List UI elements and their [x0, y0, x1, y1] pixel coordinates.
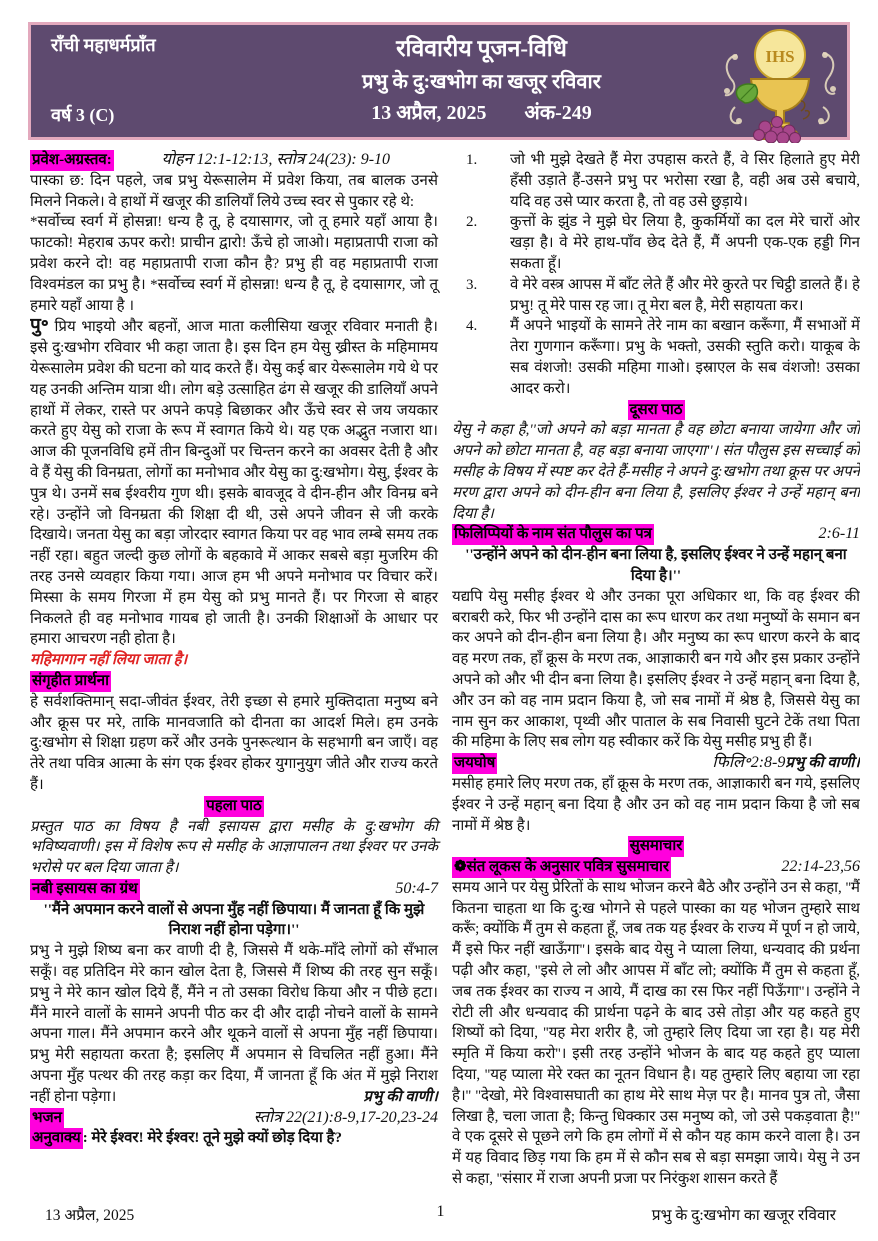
verse-text: जो भी मुझे देखते हैं मेरा उपहास करते हैं, वे सिर हिलाते हुए मेरी हँसी उड़ाते हैं-उसने प्रभु पर भरोसा रखा है, वही अब उसे बचाये, यदि वह उसे प्यार करता है, तो वह उसे छुड़ाये। — [510, 152, 860, 210]
second-reading-heading — [452, 400, 860, 421]
second-reading-headline: ''उन्होंने अपने को दीन-हीन बना लिया है, इसलिए ईश्वर ने उन्हें महान् बना दिया है।'' — [465, 547, 847, 584]
verse-text: वे मेरे वस्त्र आपस में बाँट लेते हैं और मेरे कुरते पर चिट्ठी डालते हैं। हे प्रभु! तू मेरे पास रह जा। तू मेरा बल है, मेरी सहायता कर। — [510, 276, 860, 314]
first-reading-source-row — [30, 879, 438, 900]
right-column — [452, 150, 860, 1189]
first-reading-body-text: प्रभु ने मुझे शिष्य बना कर वाणी दी है, जिससे मैं थके-माँदे लोगों को सँभाल सकूँ। वह प्रतिदिन मेरे कान खोल देता है, जिससे मैं शिष्य की तरह सुन सकूँ। प्रभु ने मेरे कान खोल दिये हैं, मैंने न तो उसका विरोध किया और न पीछे हटा। मैंने मारने वालों के सामने अपनी पीठ कर दी और दाढ़ी नोचने वालों के सामने अपना गाल। मैंने अपमान करने और थूकने वालों से अपना मुँह नहीं छिपाया। प्रभु मेरी सहायता करता है; इसलिए मैं अपमान से विचलित नहीं हुआ। मैंने अपना मुँह पत्थर की तरह कड़ा कर दिया, मैं जानता हूँ कि अंत में मुझे निराश नहीं होना पड़ेगा। — [30, 943, 438, 1105]
acclamation-text: मसीह हमारे लिए मरण तक, हाँ क्रूस के मरण तक, आज्ञाकारी बन गये, इसलिए ईश्वर ने उन्हें महान् बना दिया है और उन को वह नाम प्रदान किया है जो सब नामों में श्रेष्ठ है। — [452, 775, 860, 834]
chalice-icon — [721, 27, 839, 143]
priest-prefix: पु॰ — [30, 315, 49, 337]
collect-text: हे सर्वशक्तिमान् सदा-जीवंत ईश्वर, तेरी इच्छा से हमारे मुक्तिदाता मनुष्य बने और क्रूस पर मरे, ताकि मानवजाति को दीनता का आदर्श मिले। हम उनके दु:खभोग से शिक्षा ग्रहण करें और उनके पुनरूत्थान के सहभागी बन जाएँ। वह तेरे तथा पवित्र आत्मा के संग एक ईश्वर होकर युगानुयुग जीते और राज्य करते हैं। — [30, 693, 438, 793]
first-reading-intro: प्रस्तुत पाठ का विषय है नबी इसायस द्वारा मसीह के दु:खभोग की भविष्यवाणी। इस में विशेष रूप से मसीह के आज्ञापालन तथा ईश्वर पर उनके भरोसे पर बल दिया जाता है। — [30, 818, 438, 877]
bulletin-title: रविवारीय पूजन-विधि — [396, 36, 567, 61]
gospel-source-text: संत लूकस के अनुसार पवित्र सुसमाचार — [466, 859, 670, 876]
second-reading-body-text: यद्यपि येसु मसीह ईश्वर थे और उनका पूरा अधिकार था, कि वह ईश्वर की बराबरी करे, फिर भी उन्होंने दास का रूप धारण कर तथा मनुष्यों के समान बन कर अपने को दीन-हीन बना लिया है। और मनुष्य का रूप धारण करने के बाद वह मरण तक, हाँ क्रूस के मरण तक, आज्ञाकारी बन गये और इस प्रकार उन्होंने अपने को और भी दीन बना लिया है। इसलिए ईश्वर ने उन्हें महान् बना दिया है, और उन को वह नाम प्रदान किया है, जो सब नामों में श्रेष्ठ है, जिससे येसु का नाम सुन कर आकाश, पृथ्वी और पाताल के सब निवासी घुटने टेकें तथा पिता की महिमा के लिए सब लोग यह स्वीकार करें कि येसु मसीह प्रभु ही हैं। — [452, 588, 860, 751]
second-reading-source-row — [452, 524, 860, 545]
first-reading-headline: ''मैंने अपमान करने वालों से अपना मुँह नहीं छिपाया। मैं जानता हूँ कि मुझे निराश नहीं होना पड़ेगा।'' — [43, 901, 425, 939]
header-banner — [28, 22, 850, 140]
second-reading-ref: 2:6-11 — [818, 525, 860, 543]
word-of-lord-2: प्रभु की वाणी। — [785, 755, 860, 772]
gospel-source — [452, 857, 671, 878]
gospel-source-row — [452, 857, 860, 878]
footer-date: 13 अप्रैल, 2025 — [45, 1207, 135, 1224]
second-reading-intro: येसु ने कहा है,''जो अपने को बड़ा मानता है वह छोटा बनाया जायेगा और जो अपने को छोटा मानता है, वह बड़ा बनाया जाएगा''। संत पौलुस इस सच्चाई को मसीह के विषय में स्पष्ट कर देते हैं-मसीह ने अपने दु:खभोग तथा क्रूस पर अपने मरण द्वारा अपने को दीन-हीन बना लिया है, इसलिए ईश्वर ने उन्हें महान् बना दिया है। — [452, 422, 860, 522]
acclamation-label: जयघोष — [452, 753, 497, 774]
antiphon-label: अनुवाक्य — [30, 1128, 83, 1149]
first-reading-label: पहला पाठ — [204, 796, 263, 817]
psalm-ref: स्तोत्र 22(21):8-9,17-20,23-24 — [253, 1108, 438, 1126]
year-cycle: वर्ष 3 (C) — [51, 105, 115, 125]
gospel-body: समय आने पर येसु प्रेरितों के साथ भोजन करने बैठे और उन्होंने उन से कहा, ''मैं कितना चाहता था कि दु:ख भोगने से पहले पास्का का यह भोजन तुम्हारे साथ करूँ; क्योंकि मैं तुम से कहता हूँ, जब तक यह ईश्वर के राज्य में पूर्ण न हो जाये, मैं इसे फिर नहीं खाऊँगा''। इसके बाद येसु ने प्याला लिया, धन्यवाद की प्रर्थना पढ़ी और कहा, ''इसे ले लो और आपस में बाँट लो; क्योंकि मैं तुम से कहता हूँ, जब तक ईश्वर का राज्य न आये, मैं दाख का रस फिर नहीं पिऊँगा''। उन्होंने ने रोटी ली और धन्यवाद की प्रार्थना पढ़ने के बाद उसे तोड़ा और यह कहते हुए शिष्यों को दिया, ''यह मेरा शरीर है, जो तुम्हारे लिए दिया जा रहा है। यह मेरी स्मृति में किया करो''। इसी तरह उन्होंने भोजन के बाद यह कहते हुए प्याला दिया, ''यह प्याला मेरे रक्त का नूतन विधान है। यह तुम्हारे लिए बहाया जा रहा है।'' ''देखो, मेरे विश्वासघाती का हाथ मेरे साथ मेज़ पर है। मानव पुत्र तो, जैसा लिखा है, चला जाता है; किन्तु धिक्कार उस मनुष्य को, जो उसे पकड़वाता है!'' वे एक दूसरे से पूछने लगे कि हम लोगों में से कौन यह काम करने वाला है। उन में यह विवाद छिड़ गया कि हम में से कौन सब से बड़ा समझा जाये। येसु ने उन से कहा, ''संसार में राजा अपनी प्रजा पर निरंकुश शासन करते हैं — [452, 879, 860, 1188]
psalm-antiphon-row — [30, 1128, 438, 1149]
entrance-antiphon-ref: योहन 12:1-12:13, स्तोत्र 24(23): 9-10 — [161, 151, 391, 168]
acclamation-ref: फिलि॰2:8-9 — [712, 754, 786, 772]
content-columns — [30, 150, 860, 1189]
psalm-verse-4 — [452, 316, 860, 399]
verse-number: 2. — [466, 214, 478, 231]
left-column — [30, 150, 438, 1189]
antiphon-text: मेरे ईश्वर! मेरे ईश्वर! तूने मुझे क्यों छोड़ दिया है? — [91, 1130, 343, 1147]
footer-title: प्रभु के दु:खभोग का खजूर रविवार — [651, 1207, 836, 1224]
first-reading-heading — [30, 796, 438, 817]
psalm-heading — [30, 1108, 438, 1129]
verse-number: 3. — [466, 276, 478, 293]
flower-icon: ❁ — [454, 859, 467, 876]
gospel-label: सुसमाचार — [628, 836, 685, 857]
banner-left — [31, 25, 246, 137]
gospel-heading — [452, 836, 860, 857]
first-reading-ref: 50:4-7 — [395, 879, 438, 897]
issue-number: अंक-249 — [524, 101, 592, 124]
page-number: 1 — [436, 1203, 445, 1220]
psalm-label: भजन — [30, 1108, 64, 1129]
psalm-verse-3 — [452, 275, 860, 317]
ihs-monogram: IHS — [765, 47, 795, 66]
second-reading-source: फिलिप्पियों के नाम संत पौलुस का पत्र — [452, 524, 654, 545]
bulletin-subtitle: प्रभु के दु:खभोग का खजूर रविवार — [362, 70, 601, 93]
page-footer — [45, 1203, 836, 1225]
entrance-antiphon-label: प्रवेश-अग्रस्तव: — [30, 150, 114, 171]
entrance-paragraph-1: पास्का छ: दिन पहले, जब प्रभु येरूसालेम में प्रवेश किया, तब बालक उनसे मिलने निकले। वे हाथों में खजूर की डालियाँ लिये उच्च स्वर से पुकार रहे थे: — [30, 172, 438, 210]
first-reading-source: नबी इसायस का ग्रंथ — [30, 879, 140, 900]
gloria-rubric: महिमागान नहीं लिया जाता है। — [30, 652, 188, 669]
psalm-verse-1 — [452, 150, 860, 212]
word-of-lord-1: प्रभु की वाणी। — [363, 1088, 438, 1105]
collect-label: संगृहीत प्रार्थना — [30, 671, 111, 692]
collect-heading — [30, 671, 438, 692]
acclamation-heading — [452, 753, 785, 774]
priest-text: प्रिय भाइयो और बहनों, आज माता कलीसिया खजूर रविवार मनाती है। इसे दु:खभोग रविवार भी कहा जाता है। इस दिन हम येसु ख्रीस्त के महिमामय येरूसालेम प्रवेश की घटना को याद करते हैं। येसु कई बार येरूसालेम गये थे पर यह उनकी अन्तिम यात्रा थी। लोग बड़े उत्साहित ढंग से खजूर की डालियाँ अपने हाथों में लेकर, रास्ते पर अपने कपड़े बिछाकर और ऊँचे स्वर से जय जयकार करते हुए येसु को राजा के रूप में स्वागत किये थे। यह एक अद्भुत नजारा था। आज की पूजनविधि हमें तीन बिन्दुओं पर चिन्तन करने का अवसर देती है और वे हैं येसु की विनम्रता, लोगों का मनोभाव और येसु का दु:खभोग। येसु, ईश्वर के पुत्र थे। उनमें सब ईश्वरीय गुण थी। इसके बावजूद वे दीन-हीन और विनम्र बने रहे। उन्होंने जो विनम्रता की शिक्षा दी थी, उसे अपने जीवन से जी करके दिखाये। जनता येसु का बड़ा जोरदार स्वागत किया पर वह भाव लम्बे समय तक नहीं रहा। बहुत जल्दी कुछ लोगों के बहकावे में आकर सबसे बड़ा मुजरिम की तरह उनसे व्यवहार किया गया। आज हम भी अपने मनोभाव पर विचार करें। मिस्सा के समय गिरजा में हम येसु को प्रभु मानते हैं। पर गिरजा से बाहर निकलते ही वह मनोभाव गायब हो जाती है। उनकी शिक्षाओं के आधार पर हमारा आचरण नही होता है। — [30, 319, 438, 648]
priest-exhortation — [30, 316, 438, 650]
diocese-name: राँची महाधर्मप्राँत — [51, 35, 156, 55]
verse-number: 1. — [466, 152, 478, 168]
banner-logo-area — [717, 25, 847, 137]
gospel-ref: 22:14-23,56 — [781, 858, 860, 876]
antiphon-sep: : — [82, 1130, 92, 1147]
entrance-paragraph-2: *सर्वोच्च स्वर्ग में होसन्ना! धन्य है तू, हे दयासागर, जो तू हमारे यहाँ आया है। फाटको! मेहराब ऊपर करो! प्राचीन द्वारो! ऊँचे हो जाओ। महाप्रतापी राजा को प्रवेश करने दो! वह महाप्रतापी राजा कौन है? प्रभु ही वह महाप्रतापी राजा विश्वमंडल का प्रभु है। *सर्वोच्च स्वर्ग में होसन्ना! धन्य है तू, हे दयासागर, जो तू हमारे यहाँ आया है । — [30, 214, 438, 314]
first-reading-body — [30, 941, 438, 1107]
bulletin-date: 13 अप्रैल, 2025 — [371, 101, 487, 124]
verse-number: 4. — [466, 318, 478, 335]
second-reading-label: दूसरा पाठ — [628, 400, 685, 421]
verse-text: कुत्तों के झुंड ने मुझे घेर लिया है, कुकर्मियों का दल मेरे चारों ओर खड़ा है। वे मेरे हाथ-पाँव छेद देते हैं, मैं अपनी एक-एक हड्डी गिन सकता हूँ। — [510, 214, 860, 272]
verse-text: मैं अपने भाइयों के सामने तेरे नाम का बखान करूँगा, मैं सभाओं में तेरा गुणगान करूँगा। प्रभु के भक्तो, उसकी स्तुति करो। याकूब के सब वंशजो! उसकी महिमा गाओ। इस्राएल के सब वंशजो! उसका आदर करो। — [510, 318, 860, 397]
banner-center — [246, 25, 717, 137]
entrance-antiphon-heading — [30, 150, 438, 171]
date-issue-line — [246, 98, 717, 129]
psalm-verse-2 — [452, 212, 860, 274]
